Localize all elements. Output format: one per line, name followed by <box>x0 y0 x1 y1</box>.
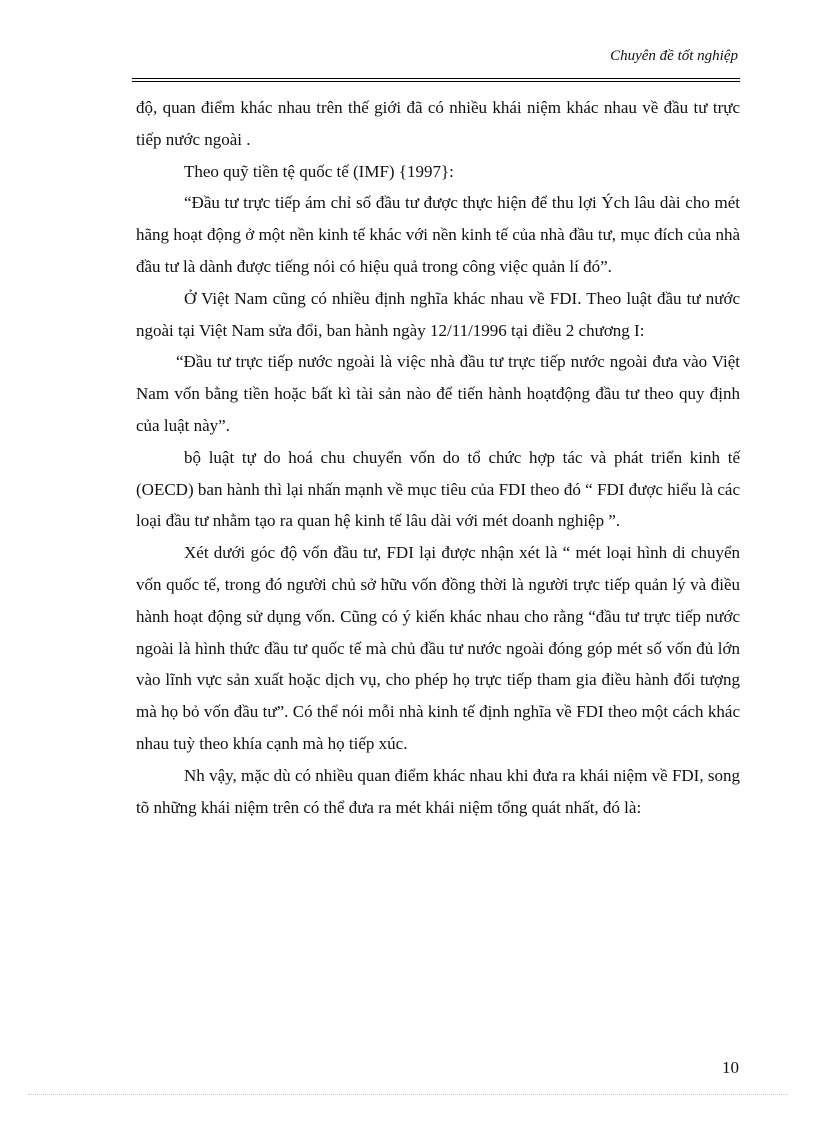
paragraph-imf-heading: Theo quỹ tiền tệ quốc tế (IMF) {1997}: <box>184 161 454 181</box>
paragraph-capital-view: Xét dưới góc độ vốn đầu tư, FDI lại được nhận xét là “ mét loại hình di chuyển vốn quốc tế, trong đó người chủ sở hữu vốn đồng thời là người trực tiếp quản lý và điều hành hoạt động sử dụng vốn. Cũng có ý kiến khác nhau cho rằng “đầu tư trực tiếp nước ngoài là hình thức đầu tư quốc tế mà chủ đầu tư nước ngoài đóng góp mét số vốn đủ lớn vào lĩnh vực sản xuất hoặc dịch vụ, cho phép họ trực tiếp tham gia điều hành đối tượng mà họ bỏ vốn đầu tư”. Có thể nói mỗi nhà kinh tế định nghĩa về FDI theo một cách khác nhau tuỳ theo khía cạnh mà họ tiếp xúc. <box>136 543 740 753</box>
document-body <box>136 92 740 823</box>
page-header-title: Chuyên đề tốt nghiệp <box>610 48 738 64</box>
paragraph-imf-quote: “Đầu tư trực tiếp ám chỉ số đầu tư được thực hiện để thu lợi Ých lâu dài cho mét hãng hoạt động ở một nền kinh tế khác với nền kinh tế của nhà đầu tư, mục đích của nhà đầu tư là dành được tiếng nói có hiệu quả trong công việc quản lí đó”. <box>136 193 740 276</box>
paragraph-law-quote: “Đầu tư trực tiếp nước ngoài là việc nhà đầu tư trực tiếp nước ngoài đưa vào Việt Nam vốn bằng tiền hoặc bất kì tài sản nào để tiến hành hoạtđộng đầu tư theo quy định của luật này”. <box>136 352 740 435</box>
paragraph-oecd: bộ luật tự do hoá chu chuyển vốn do tổ chức hợp tác và phát triển kinh tế (OECD) ban hành thì lại nhấn mạnh về mục tiêu của FDI theo đó “ FDI được hiểu là các loại đầu tư nhằm tạo ra quan hệ kinh tế lâu dài với mét doanh nghiệp ”. <box>136 447 740 531</box>
page-number: 10 <box>722 1058 739 1077</box>
header-rule <box>132 78 740 82</box>
paragraph-vietnam-law: Ở Việt Nam cũng có nhiều định nghĩa khác nhau về FDI. Theo luật đầu tư nước ngoài tại Việt Nam sửa đổi, ban hành ngày 12/11/1996 tại điều 2 chương I: <box>136 288 740 340</box>
paragraph-conclusion: Nh vậy, mặc dù có nhiều quan điểm khác nhau khi đưa ra khái niệm về FDI, song tõ những khái niệm trên có thể đưa ra mét khái niệm tổng quát nhất, đó là: <box>136 765 740 817</box>
paragraph-continuation: độ, quan điểm khác nhau trên thế giới đã có nhiều khái niệm khác nhau về đầu tư trực tiếp nước ngoài . <box>136 98 740 149</box>
footer-rule <box>28 1094 788 1095</box>
